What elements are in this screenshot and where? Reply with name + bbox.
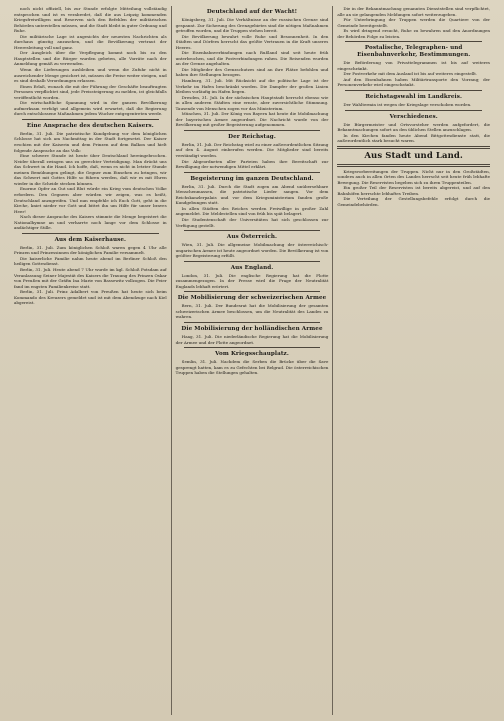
section-rule [337,146,490,149]
paragraph: Bern, 31. Juli. Der Bundesrat hat die Mobilisierung der gesamten schweizerischen Armee beschlossen, um die Neutralität des Landes zu wahren. [175,303,329,320]
paragraph: Enorme Opfer an Gut und Blut würde ein Krieg vom deutschen Volke erfordern. Den Gegnern aber würden wir zeigen, was es heißt, Deutschland anzugreifen. Und nun empfehle ich Euch Gott, geht in die Kirche, kniet nieder vor Gott und bittet ihn um Hilfe für unser braves Heer! [14,186,167,214]
paragraph: In allen Städten des Reiches werden Freiwillige in großer Zahl angemeldet. Die Meldestellen sind von früh bis spät belagert. [175,205,329,217]
paragraph: Haag, 31. Juli. Die niederländische Regierung hat die Mobilisierung der Armee und der Flotte angeordnet. [175,333,329,345]
paragraph: Die in der Bekanntmachung genannten Dienststellen sind verpflichtet, alle an sie gelangenden Meldungen sofort weiterzugeben. [337,6,491,17]
article-rule [345,90,482,91]
paragraph: Berlin, 31. Juli. Der Reichstag wird zu einer außerordentlichen Sitzung auf den 4. August einberufen werden. Die Mitglieder sind bereits verständigt worden. [175,141,329,159]
article-heading: Vom Kriegsschauplatz. [215,351,289,358]
article-heading: Eine Ansprache des deutschen Kaisers. [26,122,154,129]
article-rule [184,261,321,262]
section-rule [337,164,490,167]
article-body [337,6,490,39]
paragraph: Dresden, 31. Juli. In der sächsischen Hauptstadt herrscht ebenso wie in allen anderen Städten eine ernste, aber zuversichtliche Stimmung. Tausende von Menschen zogen vor das Ministerium. [175,94,329,111]
paragraph: München, 31. Juli. Der König von Bayern hat heute die Mobilmachung der bayerischen Armee angeordnet. Die Nachricht wurde von der Bevölkerung mit großer Begeisterung aufgenommen. [175,111,329,128]
article-body [337,169,490,208]
article-rule [184,322,321,323]
article-body [337,102,490,108]
paragraph: Für Unterbringung der Truppen werden die Quartiere von der Gemeinde bereitgestellt. [337,17,491,28]
article-body [14,131,167,231]
article-rule [22,119,159,120]
article-body [176,334,329,345]
article-heading: Begeisterung im ganzen Deutschland. [190,175,314,182]
paragraph: Eine schwere Stunde ist heute über Deutschland hereingebrochen. Neider überall zwingen uns zu gerechter Verteidigung. Man drückt uns das Schwert in die Hand. Ich hoffe, daß, wenn es nicht in letzter Stunde meinen Bemühungen gelingt, die Gegner zum Einsehen zu bringen, wir das Schwert mit Gottes Hilfe so führen werden, daß wir es mit Ehren wieder in die Scheide stecken können. [14,153,167,186]
article-heading: Die Mobilisierung der holländischen Armee [181,325,323,332]
paragraph: Einen Erlaß, wonach die mit der Führung der Geschäfte beauftragten Personen verpflichtet sind, jede Preissteigerung zu melden, ist gleichfalls veröffentlicht worden. [14,83,167,100]
paragraph: Königsberg, 31. Juli. Die Verhältnisse an der russischen Grenze sind gespannt. Zur Sicherung des Grenzgebietes sind die nötigen Maßnahmen getroffen worden, und die Truppen stehen bereit. [175,17,329,34]
article-rule [345,110,482,111]
paragraph: Die Eisenbahnverbindungen nach Rußland sind seit heute früh unterbrochen, und die Postverbindungen ruhen. Die Reisenden wurden an der Grenze angehalten. [175,50,329,67]
article-heading: Postalische, Telegraphen- und Eisenbahnverkehr, Bestimmungen. [357,45,471,59]
paragraph: Die Verteilung der Gestellungsbefehle erfolgt durch die Gemeindebehörden. [337,196,491,208]
paragraph: Wenn die Lieferungen ausbleiben und wenn die Zufuhr nicht in ausreichender Menge gesichert ist, müssen die Preise weiter steigen, und es sind deshalb Verordnungen erlassen. [14,67,167,84]
paragraph: Semlin, 31. Juli. Nachdem die Serben die Brücke über die Save gesprengt hatten, kam es zu Gefechten bei Belgrad. Die österreichischen Truppen haben die Stellungen gehalten. [175,359,329,376]
article-heading: Aus England. [230,264,274,271]
paragraph: Die Bürgermeister und Ortsvorsteher werden aufgefordert, die Bekanntmachungen sofort an den üblichen Stellen anzuschlagen. [337,121,491,133]
paragraph: Nach dieser Ansprache des Kaisers stimmte die Menge begeistert die Nationalhymne an und verharrte noch lange vor dem Schlosse in andächtiger Stille. [14,214,167,231]
paragraph: Berlin, 31. Juli. Prinz Adalbert von Preußen hat heute sich beim Kommando des Kreuzers gemeldet und ist mit dem Abendzuge nach Kiel abgereist. [14,289,167,306]
article-body [337,122,490,144]
article-body [337,60,490,88]
paragraph: Berlin, 31. Juli. Heute abend 7 Uhr wurde im kgl. Schloß Potsdam auf Veranlassung Seiner Majestät des Kaisers die Trauung des Prinzen Oskar von Preußen mit der Gräfin Ina Marie von Bassewitz vollzogen. Die Feier fand im engsten Familienkreise statt. [14,266,167,289]
article-rule [22,233,159,234]
article-body [14,245,167,306]
article-body [176,273,329,290]
article-heading: Die Mobilisierung der schweizerischen Armee [177,295,327,302]
paragraph: Die Studentenschaft der Universitäten hat sich geschlossen zur Verfügung gestellt. [175,216,329,228]
paragraph: Die Mitglieder des Grenzschutzes sind an ihre Plätze befohlen und haben ihre Stellungen bezogen. [175,66,329,78]
column-1 [10,6,171,715]
article-heading: Der Reichstag. [228,133,276,140]
article-heading: Deutschland auf der Wacht! [206,9,298,15]
article-rule [345,41,482,42]
column-3 [332,6,494,715]
paragraph: Die Abgeordneten aller Parteien haben ihre Bereitschaft zur Bewilligung der notwendigen Mittel erklärt. [175,158,329,170]
paragraph: Die wirtschaftliche Spannung wird in der ganzen Bevölkerung aufmerksam verfolgt und allgemein wird erwartet, daß die Regierung durch entschlossene Maßnahmen jedem Wucher entgegentreten werde. [14,100,167,117]
paragraph: Auf den Eisenbahnen haben Militärtransporte den Vorrang; der Personenverkehr wird eingeschränkt. [337,76,491,88]
paragraph: In den Kirchen fanden heute Abend Bittgottesdienste statt, die außerordentlich stark besucht waren. [337,132,491,144]
paragraph: Der Ausgleich über die Verpflegung kommt noch bis zu den Hauptstellen und die Bürger wurden gebeten, alle Vorräte nach der Anmeldung gemäß zu verwenden. [14,50,167,67]
paragraph: Der Postverkehr mit dem Ausland ist bis auf weiteres eingestellt. [343,71,478,77]
article-rule [184,347,321,348]
article-heading: Verschiedenes. [389,113,438,120]
article-rule [184,130,321,131]
article-body [176,242,329,259]
paragraph: Die Beförderung von Privattelegrammen ist bis auf weiteres eingeschränkt. [337,60,491,71]
article-body [176,184,329,228]
article-heading: Aus dem Kaiserhause. [54,236,127,243]
paragraph: Die militärische Lage ist angesichts der neuesten Nachrichten als durchaus günstig anzusehen, und die Bevölkerung vertraut der Heeresleitung voll und ganz. [14,33,167,50]
paragraph: Berlin, 31. Juli. Durch die Stadt zogen am Abend unübersehbare Menschenmassen, die patriotische Lieder sangen. Vor dem Reichskanzlerpalais und vor dem Kriegsministerium fanden große Kundgebungen statt. [175,183,329,206]
article-rule [184,230,321,231]
article-heading: Aus Österreich. [226,234,278,241]
article-body [176,17,329,128]
paragraph: noch nicht offiziell, bis zur Stunde erfolgte Mitteilung vollständig entsprochen und ist es verabredet, daß die aus Leipzig kommenden Kriegsfreiwilligen und Reserven sich den Befehlen der militärischen Behörden unterstellen müssen, und die Stadt bleibt in guter Ordnung und Ruhe. [14,6,167,34]
column-2 [171,6,333,715]
paragraph: Der Wahltermin ist wegen der Kriegslage verschoben worden. [343,102,472,108]
paragraph: Berlin, 31. Juli. Die patriotische Kundgebung vor dem königlichen Schlosse hat sich am Nachmittag in der Stadt fortgesetzt. Der Kaiser erschien mit der Kaiserin und dem Prinzen auf dem Balkon und hielt folgende Ansprache an das Volk: [14,130,167,153]
paragraph: Wien, 31. Juli. Die allgemeine Mobilmachung der österreichisch-ungarischen Armee ist heute angeordnet worden. Die Bevölkerung ist von größter Begeisterung erfüllt. [175,242,329,259]
paragraph: London, 31. Juli. Die englische Regierung hat die Flotte zusammengezogen. In der Presse wird die Frage der Neutralität Englands lebhaft erörtert. [175,272,329,289]
paragraph: Die Bevölkerung bewahrt volle Ruhe und Besonnenheit. In den Städten und Dörfern herrscht das größte Vertrauen in die Kraft unseres Heeres. [175,33,329,50]
article-body [176,142,329,170]
article-body [176,359,329,376]
article-rule [184,291,321,292]
section-heading: Aus Stadt und Land. [364,150,463,161]
article-body [176,303,329,320]
paragraph: Ein großer Teil der Reservisten ist bereits abgereist, und auf den Bahnhöfen herrschte lebhaftes Treiben. [337,185,491,196]
article-rule [184,172,321,173]
paragraph: Kriegsvorbereitungen der Truppen. Nicht nur in den Großstädten, sondern auch in allen Orten des Landes herrscht seit heute früh lebhafte Bewegung. Die Reservisten begeben sich zu ihren Truppenteilen. [337,168,491,185]
article-body [14,6,167,117]
paragraph: Es wird dringend ersucht, Ruhe zu bewahren und den Anordnungen der Behörden Folge zu leisten. [337,28,491,39]
newspaper-columns [10,6,494,715]
paragraph: Hamburg, 31. Juli. Mit Rücksicht auf die politische Lage ist der Verkehr im Hafen beschränkt worden. Die Dampfer der großen Linien bleiben vorläufig im Hafen liegen. [175,78,329,95]
article-heading: Reichstagswahl im Landkreis. [365,94,463,101]
paragraph: Die kaiserliche Familie nahm heute abend im Berliner Schloß den heiligen Gottesdienst. [14,255,167,267]
paragraph: Berlin, 31. Juli. Zum königlichen Schloß waren gegen 4 Uhr alle Prinzen und Prinzessinnen der königlichen Familie versammelt. [14,244,167,256]
